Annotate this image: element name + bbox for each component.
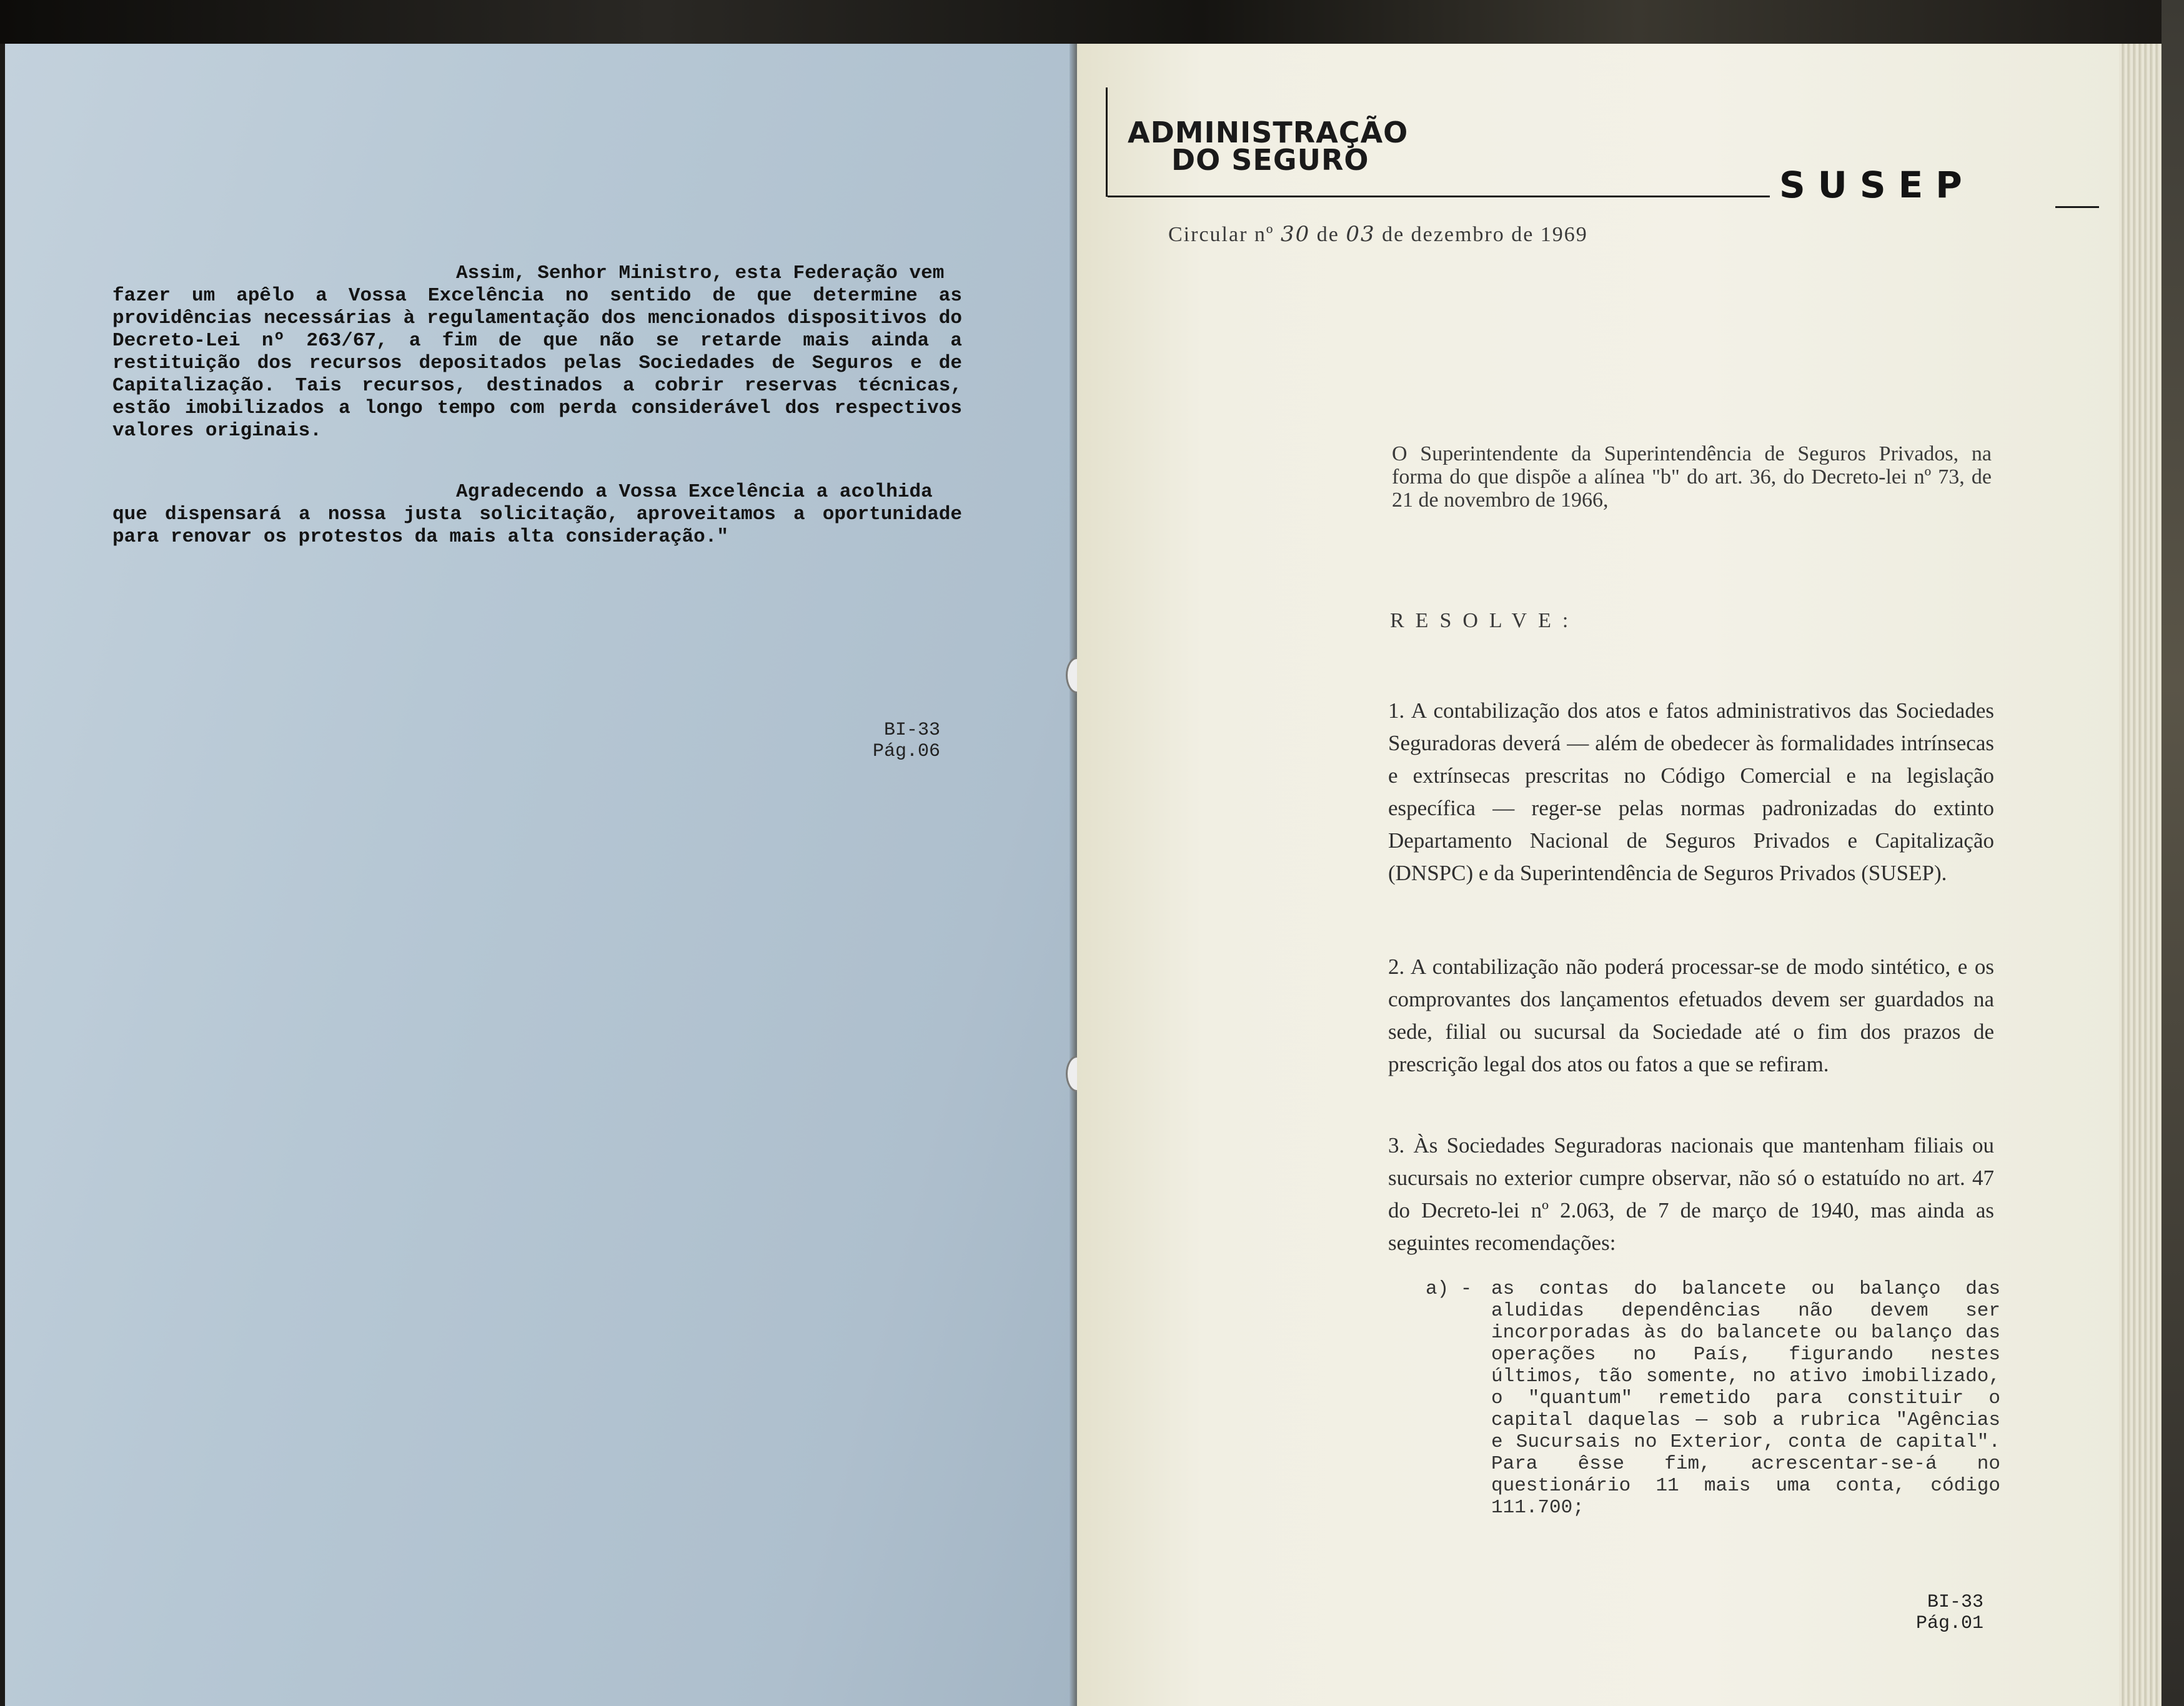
circular-prefix: Circular nº [1168,223,1274,246]
susep-logo: SUSEP [1779,164,1975,206]
item-1-text: 1. A contabilização dos atos e fatos administrativos das Sociedades Seguradoras deverá — além de obedecer às formalidades intrínsecas e extrínsecas prescritas no Código Comercial e na legislação específica — reger-se pelas normas padronizadas do extinto Departamento Nacional de Seguros Privados e Capitalização (DNSPC) e da Superintendência de Seguros Privados (SUSEP). [1388,698,1994,885]
page-stack-edge [2119,44,2163,1706]
left-paragraph-1 [112,262,962,442]
resolve-heading: RESOLVE: [1390,609,1580,632]
left-paragraph-1-body: fazer um apêlo a Vossa Excelência no sentido de que determine as providências necessárias à regulamentação dos mencionados dispositivos do Decreto-Lei nº 263/67, a fim de que não se retarde mais ainda a restituição dos recursos depositados pelas Sociedades de Seguros e de Capitalização. Tais recursos, destinados a cobrir reservas técnicas, estão imobilizados a longo tempo com perda considerável dos respectivos valores originais. [112,285,962,442]
left-paragraph-1-first-line: Assim, Senhor Ministro, esta Federação vem [456,262,945,284]
circular-line [1168,222,1588,247]
right-ref-page: Pág.01 [1915,1613,1983,1634]
item-a-label: a) - [1426,1278,1472,1300]
left-paragraph-2 [112,481,962,548]
org-name-line-1: ADMINISTRAÇÃO [1128,116,1409,149]
item-2-text: 2. A contabilização não poderá processar-se de modo sintético, e os comprovantes dos lançamentos efetuados devem ser guardados na sede, filial ou sucursal da Sociedade até o fim dos prazos de prescrição legal dos atos ou fatos a que se refiram. [1388,955,1994,1076]
item-a-text: as contas do balancete ou balanço das aludidas dependências não devem ser incorporadas às do balancete ou balanço das operações no País, figurando nestes últimos, tão somente, no ativo imobilizado, o "quantum" remetido para constituir o capital daquelas — sob a rubrica "Agências e Sucursais no Exterior, conta de capital". Para êsse fim, acrescentar-se-á no questionário 11 mais uma conta, código 111.700; [1491,1278,2000,1519]
org-name [1128,116,1409,177]
circular-day: 03 [1346,222,1376,247]
header-rule [1108,196,1770,197]
org-name-line-2: DO SEGURO [1171,143,1369,177]
left-paragraph-2-body: que dispensará a nossa justa solicitação, aproveitamos a oportunidade para renovar os protestos da mais alta consideração." [112,503,962,548]
left-page-reference [862,720,940,762]
circular-number: 30 [1280,222,1311,247]
left-ref-page: Pág.06 [872,741,940,762]
item-3-text: 3. Às Sociedades Seguradoras nacionais que mantenham filiais ou sucursais no exterior cumpre observar, não só o estatuído no art. 47 do Decreto-lei nº 2.063, de 7 de março de 1940, mas ainda as seguintes recomendações: [1388,1133,1994,1255]
header-vertical-rule [1106,87,1108,197]
header-rule-tail [2055,206,2099,208]
item-1 [1163,695,1994,890]
item-2 [1163,951,1994,1081]
right-ref-bulletin: BI-33 [1927,1592,1983,1613]
scan-right-edge [2162,0,2184,1706]
circular-de: de [1316,223,1339,246]
scan-top-edge [0,0,2184,44]
item-3 [1163,1129,1994,1259]
left-ref-bulletin: BI-33 [883,720,940,741]
circular-date-rest: de dezembro de 1969 [1382,223,1588,246]
left-paragraph-2-first-line: Agradecendo a Vossa Excelência a acolhida [456,481,933,503]
preamble: O Superintendente da Superintendência de Seguros Privados, na forma do que dispõe a alínea "b" do art. 36, do Decreto-lei nº 73, de 21 de novembro de 1966, [1392,442,1992,512]
right-page-reference [1905,1592,1983,1634]
